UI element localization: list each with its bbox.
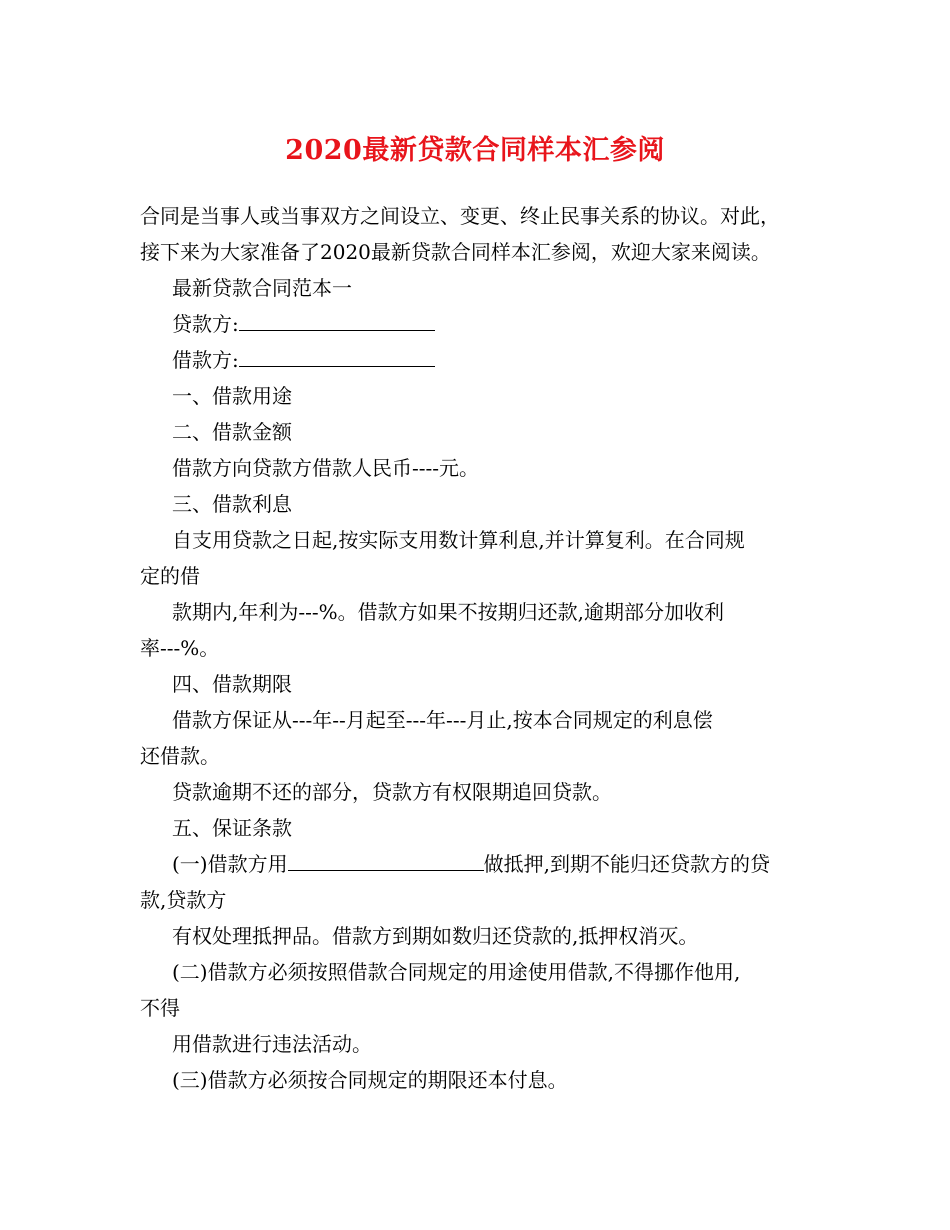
borrower-label: 借款方:: [172, 348, 239, 372]
paragraph-line: 贷款逾期不还的部分，贷款方有权限期追回贷款。: [172, 780, 612, 804]
paragraph-line: 还借款。: [140, 744, 220, 768]
paragraph-line: 款期内,年利为---%。借款方如果不按期归还款,逾期部分加收利: [172, 600, 724, 624]
clause-heading: 一、借款用途: [172, 384, 292, 408]
clause-heading: 四、借款期限: [172, 672, 292, 696]
clause-heading: 三、借款利息: [172, 492, 292, 516]
paragraph-line: (二)借款方必须按照借款合同规定的用途使用借款,不得挪作他用,: [172, 960, 741, 984]
paragraph-line: 不得: [140, 996, 180, 1020]
collateral-suffix: 做抵押,到期不能归还贷款方的贷: [483, 852, 770, 876]
document-title: 2020最新贷款合同样本汇参阅: [285, 135, 665, 166]
clause-heading: 二、借款金额: [172, 420, 292, 444]
paragraph-line: 借款方向贷款方借款人民币----元。: [172, 456, 480, 480]
lender-blank: [239, 308, 435, 331]
collateral-blank: [288, 848, 484, 871]
paragraph-line: 率---%。: [140, 636, 220, 660]
paragraph-line: 借款方保证从---年--月起至---年---月止,按本合同规定的利息偿: [172, 708, 713, 732]
paragraph-line: 接下来为大家准备了2020最新贷款合同样本汇参阅，欢迎大家来阅读。: [140, 240, 771, 264]
borrower-field: [140, 342, 840, 378]
borrower-blank: [239, 344, 435, 367]
section-heading: 最新贷款合同范本一: [172, 276, 352, 300]
collateral-prefix: (一)借款方用: [172, 852, 288, 876]
paragraph-line: (三)借款方必须按合同规定的期限还本付息。: [172, 1068, 568, 1092]
collateral-line: [140, 846, 840, 882]
lender-field: [140, 306, 840, 342]
lender-label: 贷款方:: [172, 312, 239, 336]
paragraph-line: 自支用贷款之日起,按实际支用数计算利息,并计算复利。在合同规: [172, 528, 745, 552]
paragraph-line: 有权处理抵押品。借款方到期如数归还贷款的,抵押权消灭。: [172, 924, 699, 948]
paragraph-line: 用借款进行违法活动。: [172, 1032, 372, 1056]
document-body: [140, 198, 840, 1098]
paragraph-line: 合同是当事人或当事双方之间设立、变更、终止民事关系的协议。对此，: [140, 204, 780, 228]
paragraph-line: 款,贷款方: [140, 888, 227, 912]
clause-heading: 五、保证条款: [172, 816, 292, 840]
paragraph-line: 定的借: [140, 564, 200, 588]
